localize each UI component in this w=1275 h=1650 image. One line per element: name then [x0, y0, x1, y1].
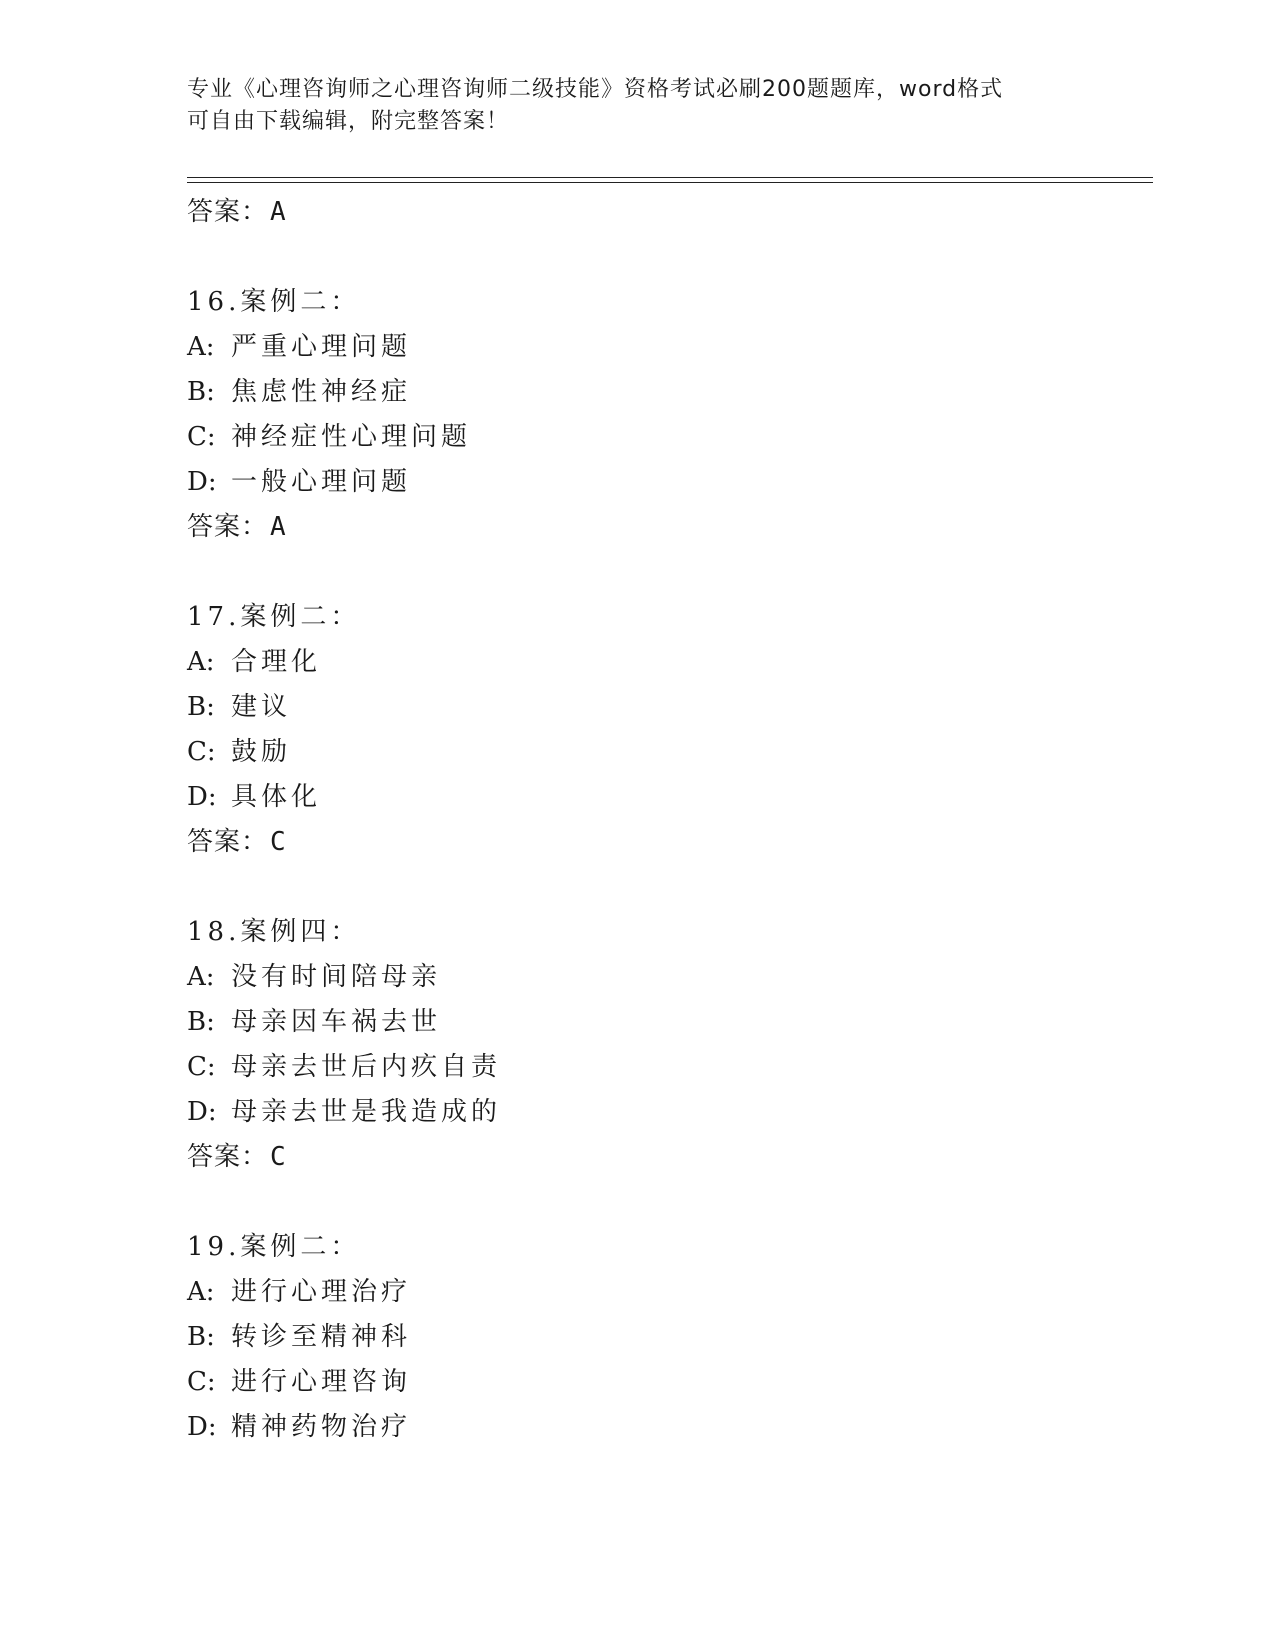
option-text: 母亲因车祸去世	[231, 1007, 442, 1037]
option-text: 鼓励	[231, 737, 292, 767]
answer-value: A	[270, 197, 287, 227]
question-title: 16.案例二：	[187, 287, 361, 317]
option-key: D:	[187, 1412, 217, 1442]
option-row	[187, 1270, 1147, 1315]
option-row	[187, 325, 1147, 370]
option-key: D:	[187, 1097, 217, 1127]
option-row	[187, 685, 1147, 730]
option-key: B:	[187, 1322, 215, 1352]
option-row	[187, 730, 1147, 775]
answer-label: 答案：	[187, 197, 269, 227]
answer-line	[187, 820, 1147, 864]
question-block	[187, 280, 1147, 595]
answer-value: C	[270, 827, 287, 857]
option-row	[187, 775, 1147, 820]
answer-line	[187, 505, 1147, 549]
answer-line	[187, 190, 1147, 234]
option-text: 一般心理问题	[231, 467, 412, 497]
option-row	[187, 1090, 1147, 1135]
document-header	[187, 74, 1067, 138]
question-title: 19.案例二：	[187, 1232, 361, 1262]
header-rule-bottom	[187, 182, 1153, 183]
option-key: B:	[187, 377, 215, 407]
question-block	[187, 1225, 1147, 1450]
answer-value: C	[270, 1142, 287, 1172]
option-text: 严重心理问题	[231, 332, 412, 362]
answer-label: 答案：	[187, 1142, 269, 1172]
option-text: 母亲去世是我造成的	[231, 1097, 502, 1127]
option-key: C:	[187, 737, 216, 767]
header-line-2: 可自由下载编辑，附完整答案！	[187, 109, 510, 134]
option-key: B:	[187, 1007, 215, 1037]
question-list	[187, 190, 1147, 1450]
option-text: 没有时间陪母亲	[231, 962, 442, 992]
option-row	[187, 1405, 1147, 1450]
option-text: 建议	[231, 692, 292, 722]
option-text: 转诊至精神科	[231, 1322, 412, 1352]
option-key: A:	[187, 332, 215, 362]
option-row	[187, 370, 1147, 415]
answer-line	[187, 1135, 1147, 1179]
option-key: D:	[187, 467, 217, 497]
answer-value: A	[270, 512, 287, 542]
option-text: 进行心理治疗	[231, 1277, 412, 1307]
option-key: A:	[187, 962, 215, 992]
option-row	[187, 1045, 1147, 1090]
option-key: C:	[187, 1052, 216, 1082]
option-row	[187, 1000, 1147, 1045]
option-text: 神经症性心理问题	[231, 422, 472, 452]
answer-label: 答案：	[187, 512, 269, 542]
option-key: A:	[187, 1277, 215, 1307]
option-row	[187, 1315, 1147, 1360]
option-row	[187, 955, 1147, 1000]
option-text: 合理化	[231, 647, 322, 677]
option-key: A:	[187, 647, 215, 677]
option-key: C:	[187, 422, 216, 452]
question-title: 17.案例二：	[187, 602, 361, 632]
option-row	[187, 1360, 1147, 1405]
option-key: D:	[187, 782, 217, 812]
question-block	[187, 595, 1147, 910]
header-line-1: 专业《心理咨询师之心理咨询师二级技能》资格考试必刷200题题库，word格式	[187, 77, 1004, 102]
option-text: 具体化	[231, 782, 322, 812]
option-row	[187, 640, 1147, 685]
question-block	[187, 910, 1147, 1225]
option-row	[187, 460, 1147, 505]
question-title: 18.案例四：	[187, 917, 361, 947]
answer-label: 答案：	[187, 827, 269, 857]
option-text: 精神药物治疗	[231, 1412, 412, 1442]
option-text: 母亲去世后内疚自责	[231, 1052, 502, 1082]
header-rule-top	[187, 177, 1153, 178]
option-text: 焦虑性神经症	[231, 377, 412, 407]
option-text: 进行心理咨询	[231, 1367, 412, 1397]
option-key: C:	[187, 1367, 216, 1397]
option-row	[187, 415, 1147, 460]
option-key: B:	[187, 692, 215, 722]
